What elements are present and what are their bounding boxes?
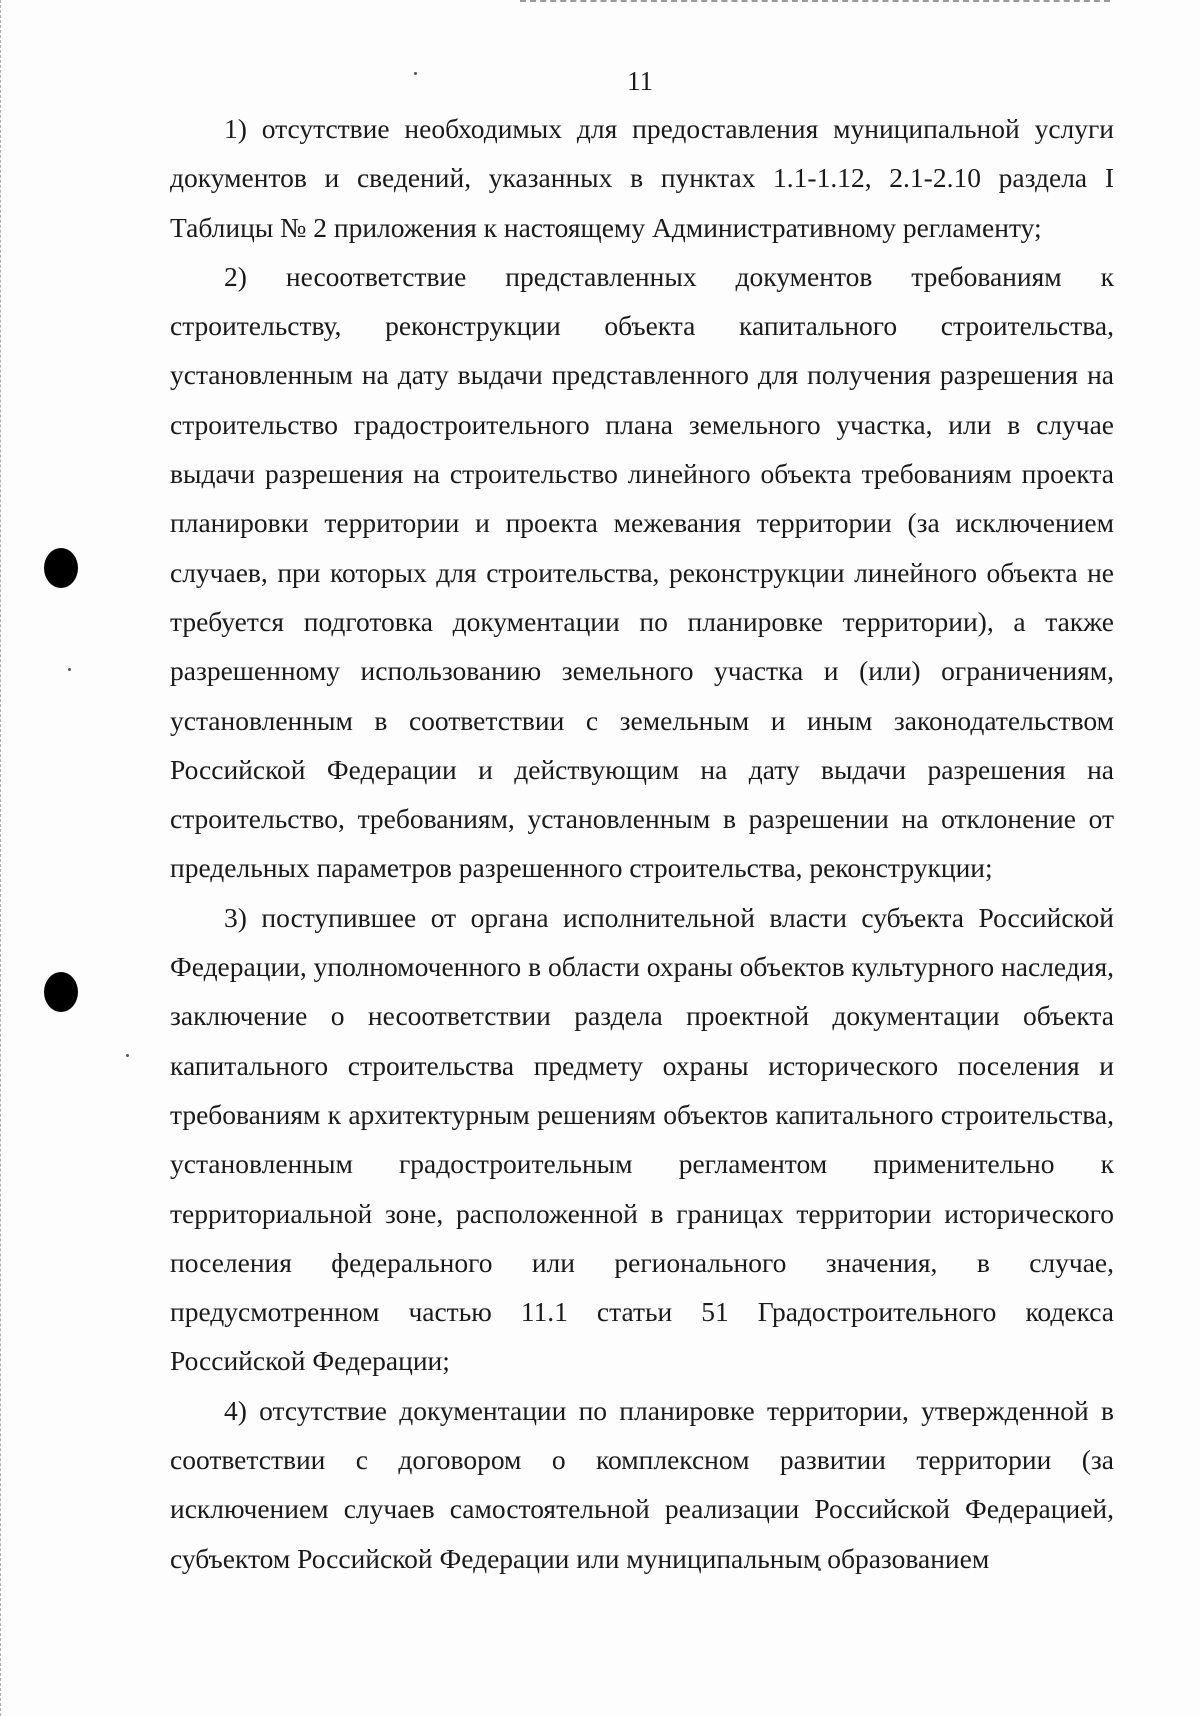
page-number: 11 [627,66,653,96]
scan-speck [126,1054,129,1057]
document-body [170,104,1114,1583]
paragraph-item-3: 3) поступившее от органа исполнительной власти субъекта Российской Федерации, уполномоченного в области охраны объектов культурного наследия, заключение о несоответствии раздела проектной документации объекта капитального строительства предмету охраны исторического поселения и требованиям к архитектурным решениям объектов капитального строительства, установленным градостроительным регламентом применительно к территориальной зоне, расположенной в границах территории исторического поселения федерального или регионального значения, в случае, предусмотренном частью 11.1 статьи 51 Градостроительного кодекса Российской Федерации; [170,901,1114,1377]
punch-hole-upper [44,548,78,588]
scan-left-edge [0,0,3,1716]
scan-top-edge [520,0,1110,4]
paragraph-item-2: 2) несоответствие представленных документов требованиям к строительству, реконструкции объекта капитального строительства, установленным на дату выдачи представленного для получения разрешения на строительство градостроительного плана земельного участка, или в случае выдачи разрешения на строительство линейного объекта требованиям проекта планировки территории и проекта межевания территории (за исключением случаев, при которых для строительства, реконструкции линейного объекта не требуется подготовка документации по планировке территории), а также разрешенному использованию земельного участка и (или) ограничениям, установленным в соответствии с земельным и иным законодательством Российской Федерации и действующим на дату выдачи разрешения на строительство, требованиям, установленным в разрешении на отклонение от предельных параметров разрешенного строительства, реконструкции; [170,260,1114,884]
paragraph-item-1: 1) отсутствие необходимых для предоставления муниципальной услуги документов и сведений, указанных в пунктах 1.1-1.12, 2.1-2.10 раздела I Таблицы № 2 приложения к настоящему Административному регламенту; [170,113,1114,243]
paragraph-item-4: 4) отсутствие документации по планировке территории, утвержденной в соответствии с договором о комплексном развитии территории (за исключением случаев самостоятельной реализации Российской Федерацией, субъектом Российской Федерации или муниципальным образованием [170,1394,1114,1574]
scan-speck [68,668,71,671]
punch-hole-lower [44,972,78,1012]
